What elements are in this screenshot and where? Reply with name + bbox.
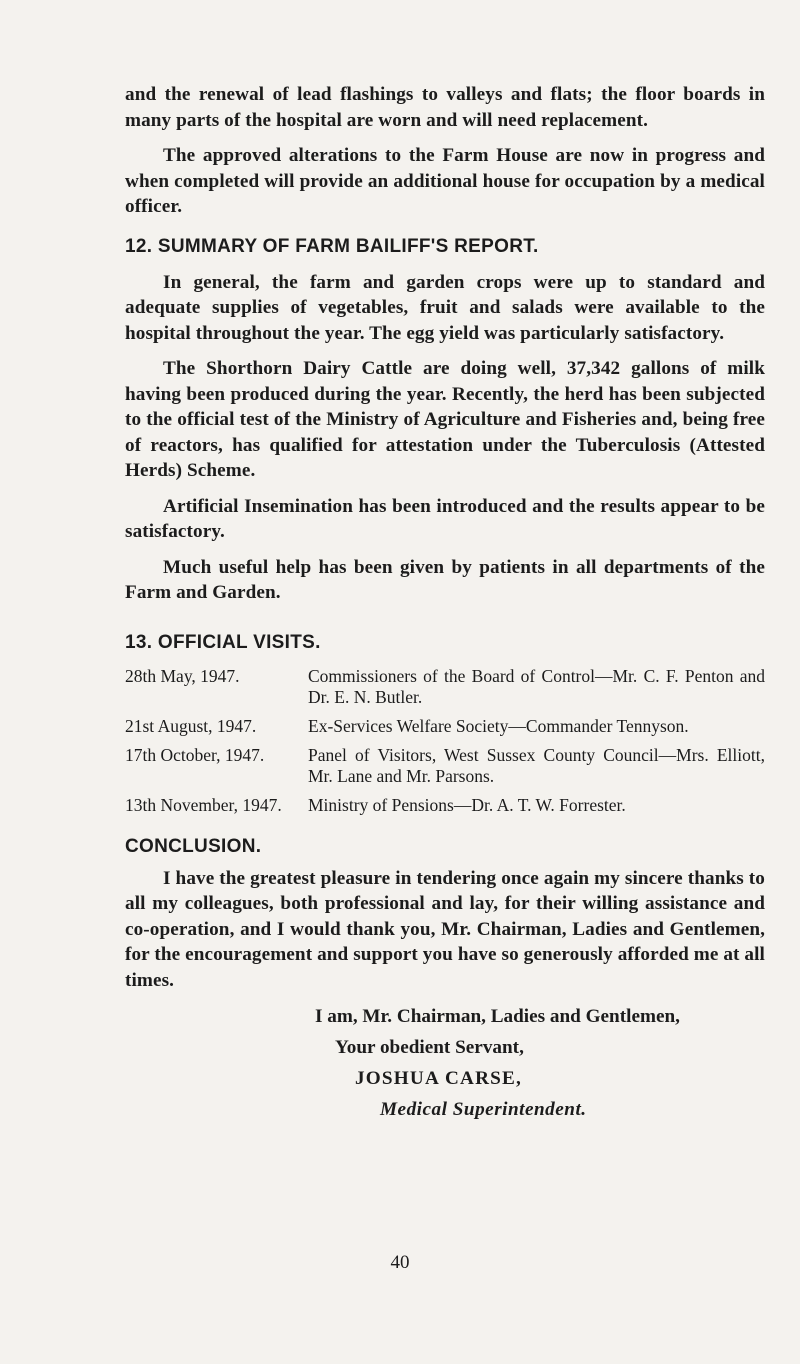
section-12-paragraph-3: Artificial Insemination has been introduced and the results appear to be satisfactory. <box>125 495 765 542</box>
signoff-title: Medical Superintendent. <box>380 1099 587 1120</box>
visit-row <box>125 666 765 708</box>
visit-description: Ministry of Pensions—Dr. A. T. W. Forrester. <box>308 794 626 815</box>
conclusion-paragraph: I have the greatest pleasure in tendering once again my sincere thanks to all my colleagues, both professional and lay, for their willing assistance and co-operation, and I would thank you, Mr. Chairman, Ladies and Gentlemen, for the encouragement and support you have so generously afforded me at all times. <box>125 867 765 991</box>
visit-date: 17th October, 1947. <box>125 744 265 765</box>
visits-list <box>125 666 765 816</box>
text-column <box>125 82 765 1125</box>
section-12-paragraph-4: Much useful help has been given by patients in all departments of the Farm and Garden. <box>125 556 765 603</box>
conclusion-heading: CONCLUSION. <box>125 835 262 857</box>
visit-date: 28th May, 1947. <box>125 665 240 686</box>
section-12-paragraph-1: In general, the farm and garden crops were up to standard and adequate supplies of vegetables, fruit and salads were available to the hospital throughout the year. The egg yield was particularly satisfactory. <box>125 271 765 344</box>
visit-row <box>125 716 765 737</box>
paragraph-farm-house: The approved alterations to the Farm House are now in progress and when completed will provide an additional house for occupation by a medical officer. <box>125 145 765 217</box>
visit-row <box>125 745 765 787</box>
section-12-heading: 12. SUMMARY OF FARM BAILIFF'S REPORT. <box>125 235 539 257</box>
page-number: 40 <box>390 1252 410 1273</box>
paragraph-continuation: and the renewal of lead flashings to valleys and flats; the floor boards in many parts of the hospital are worn and will need replacement. <box>125 84 765 131</box>
section-13-heading: 13. OFFICIAL VISITS. <box>125 631 321 653</box>
visit-date: 13th November, 1947. <box>125 794 282 815</box>
visit-description: Ex-Services Welfare Society—Commander Tennyson. <box>308 715 689 736</box>
visit-description: Commissioners of the Board of Control—Mr. C. F. Penton and Dr. E. N. Butler. <box>308 665 765 707</box>
visit-date: 21st August, 1947. <box>125 715 257 736</box>
signoff-closing: Your obedient Servant, <box>335 1037 524 1058</box>
signoff-name: JOSHUA CARSE, <box>355 1068 523 1089</box>
signoff-salutation: I am, Mr. Chairman, Ladies and Gentlemen, <box>315 1006 680 1027</box>
visit-row <box>125 795 765 816</box>
visit-description: Panel of Visitors, West Sussex County Council—Mrs. Elliott, Mr. Lane and Mr. Parsons. <box>308 744 765 786</box>
section-12-paragraph-2: The Shorthorn Dairy Cattle are doing well, 37,342 gallons of milk having been produced during the year. Recently, the herd has been subjected to the official test of the Ministry of Agriculture and Fisheries and, being free of reactors, has qualified for attestation under the Tuberculosis (Attested Herds) Scheme. <box>125 358 765 481</box>
